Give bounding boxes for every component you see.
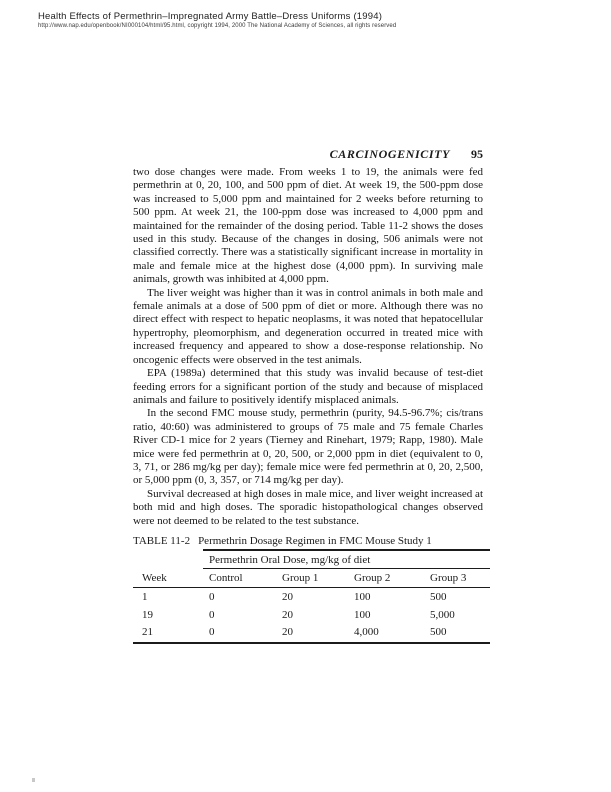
column-header-control: Control xyxy=(203,568,276,587)
scan-header xyxy=(38,11,598,30)
paragraph-second-fmc-study: In the second FMC mouse study, permethrin (purity, 94.5-96.7%; cis/trans ratio, 40:60) was administered to groups of 75 male and 75 female Charles River CD-1 mice for 2 years (Tierney and Rinehart, 1979; Rapp, 1980). Male mice were fed permethrin at 0, 20, 500, or 2,000 ppm in diet (equivalent to 0, 3, 71, or 286 mg/kg per day); female mice were fed permethrin at 0, 20, 2,500, or 5,000 ppm (0, 3, 357, or 714 mg/kg per day). xyxy=(133,407,483,487)
dosage-table xyxy=(133,549,490,645)
table-cell: 100 xyxy=(354,608,371,621)
paragraph-epa-determination: EPA (1989a) determined that this study was invalid because of test-diet feeding errors for a significant portion of the study and because of misplaced animals and failure to positively identify misplaced animals. xyxy=(133,367,483,406)
spanner-row xyxy=(133,550,490,569)
running-head xyxy=(133,147,483,162)
column-header-group2: Group 2 xyxy=(348,568,424,587)
table-cell: 19 xyxy=(142,608,153,621)
body-text-column xyxy=(133,166,490,644)
column-header-group3: Group 3 xyxy=(424,568,490,587)
page-number: 95 xyxy=(471,147,483,161)
table-cell: 0 xyxy=(203,623,276,644)
table-row-week21 xyxy=(133,623,490,644)
column-header-group1: Group 1 xyxy=(276,568,348,587)
book-title: Health Effects of Permethrin–Impregnated Army Battle–Dress Uniforms (1994) xyxy=(38,11,383,22)
table-row-week19 xyxy=(133,605,490,623)
table-cell: 100 xyxy=(354,591,371,604)
table-cell: 500 xyxy=(424,623,490,644)
table-cell: 4,000 xyxy=(348,623,424,644)
table-cell: 1 xyxy=(142,591,148,604)
table-block xyxy=(133,535,490,645)
scan-artifact-speck xyxy=(32,778,35,782)
table-label: TABLE 11-2 xyxy=(133,534,191,547)
table-cell: 0 xyxy=(209,591,215,604)
paragraph-continued: two dose changes were made. From weeks 1 to 19, the animals were fed permethrin at 0, 20, 100, and 500 ppm of diet. At week 19, the 500-ppm dose was increased to 5,000 ppm and maintained for 2 weeks before returning to 500 ppm. At week 21, the 100-ppm dose was increased to 4,000 ppm and maintained for the remainder of the dosing period. Table 11-2 shows the doses used in this study. Because of the changes in dosing, 506 animals were not classified correctly. There was a statistically significant increase in mortality in male and female mice at the highest dose (4,000 ppm). In surviving male animals, growth was inhibited at 4,000 ppm. xyxy=(133,166,483,286)
table-cell: 21 xyxy=(133,623,203,644)
table-spanner: Permethrin Oral Dose, mg/kg of diet xyxy=(203,550,490,569)
table-cell: 0 xyxy=(209,608,215,621)
table-cell: 20 xyxy=(282,591,293,604)
paragraph-survival: Survival decreased at high doses in male mice, and liver weight increased at both mid and high doses. The sporadic histopathological changes observed were not deemed to be related to the test substance. xyxy=(133,487,483,527)
table-title: Permethrin Dosage Regimen in FMC Mouse Study 1 xyxy=(198,534,432,547)
paragraph-liver-weight: The liver weight was higher than it was in control animals in both male and female animals at a dose of 500 ppm of diet or more. Although there was no direct effect with respect to hepatic neoplasms, it was noted that hepatocellular hypertrophy, pleomorphism, and degeneration occurred in treated mice with increased frequency and appeared to show a dose-response relationship. No oncogenic effects were observed in the test animals. xyxy=(133,286,483,366)
table-header-row xyxy=(133,568,490,587)
running-head-section: CARCINOGENICITY xyxy=(329,147,450,161)
table-row-week1 xyxy=(133,587,490,605)
table-cell: 20 xyxy=(276,623,348,644)
table-cell: 20 xyxy=(282,608,293,621)
spanner-empty-cell xyxy=(133,550,203,569)
column-header-week: Week xyxy=(133,568,203,587)
table-caption xyxy=(133,535,490,548)
source-copyright-line: http://www.nap.edu/openbook/NI000104/html/95.html, copyright 1994, 2000 The National Academy of Sciences, all rights reserved xyxy=(38,23,397,29)
table-cell: 500 xyxy=(430,591,447,604)
table-cell: 5,000 xyxy=(430,608,455,621)
